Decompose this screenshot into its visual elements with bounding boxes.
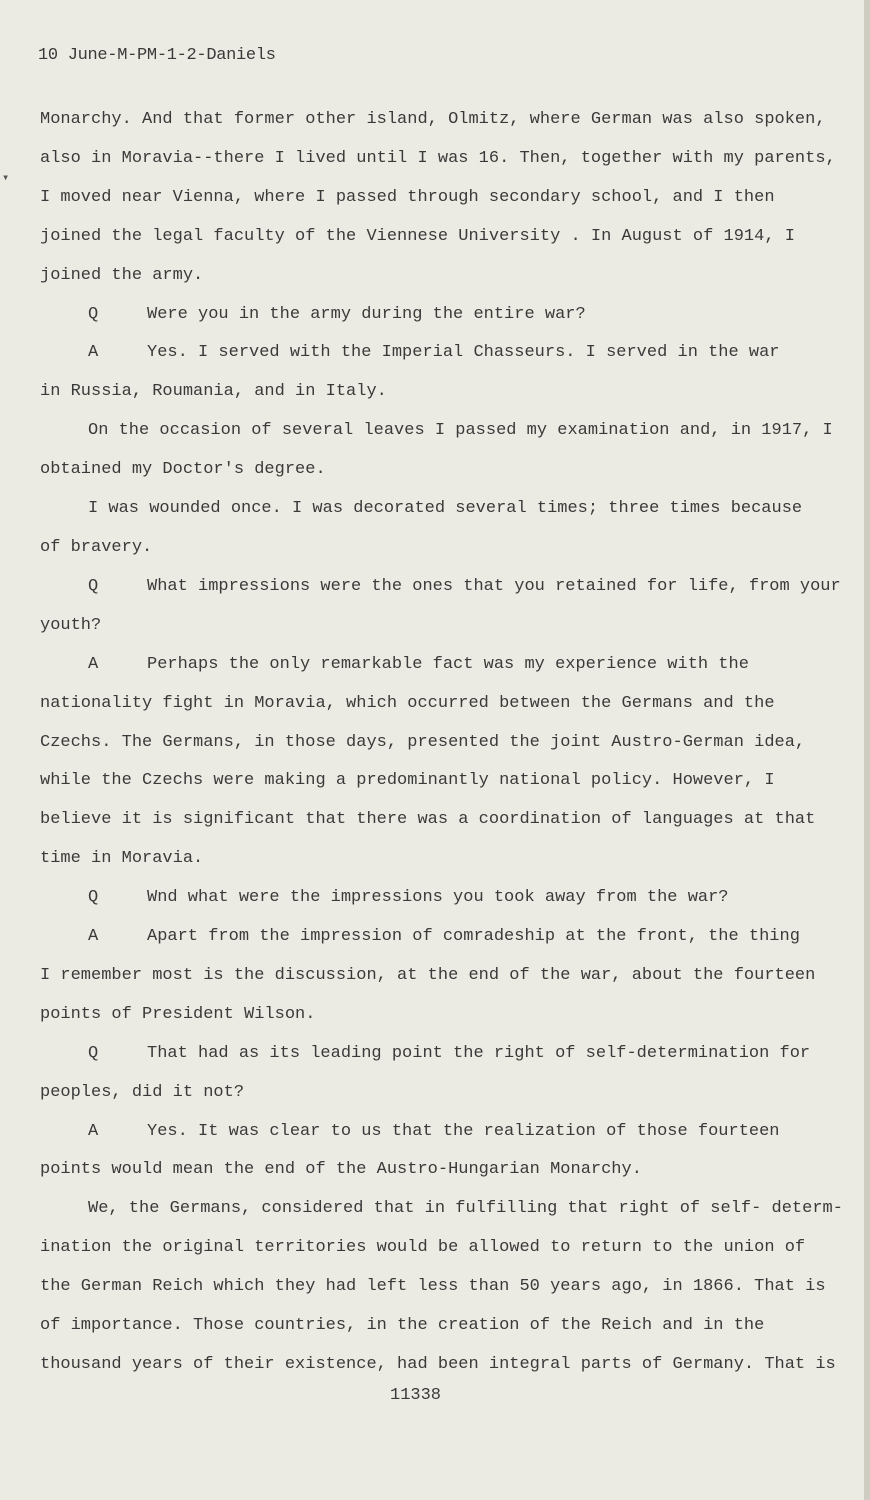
transcript-body [40,101,843,1385]
line-text: thousand years of their existence, had been integral parts of Germany. That is [40,1355,836,1374]
text-line [40,957,816,996]
line-text: time in Moravia. [40,849,204,869]
text-line [40,762,810,801]
text-line [40,801,816,840]
text-line [40,685,810,724]
paper-edge [864,0,870,1500]
line-text: youth? [40,615,102,635]
answer-marker: A [88,1121,99,1141]
text-line [40,140,836,179]
line-text: On the occasion of several leaves I passed my examination and, in 1917, I [88,421,833,441]
answer-marker: A [88,654,99,674]
line-text: points would mean the end of the Austro-Hungarian Monarchy. [40,1160,642,1180]
text-line [40,607,810,646]
question-marker: Q [88,1043,99,1063]
text-line [40,646,810,685]
line-text: in Russia, Roumania, and in Italy. [40,382,387,402]
text-line [40,296,810,335]
question-marker: Q [88,304,99,324]
line-text: Were you in the army during the entire war? [147,304,586,324]
text-line [40,179,810,218]
text-line [40,218,810,257]
text-line [40,1346,836,1385]
text-line [40,1190,843,1229]
line-text: ination the original territories would be allowed to return to the union of [40,1238,806,1258]
text-line [40,1229,810,1268]
text-line [40,840,810,879]
text-line [40,918,810,957]
line-text: Czechs. The Germans, in those days, presented the joint Austro-German idea, [40,732,806,752]
line-text: Yes. It was clear to us that the realization of those fourteen [147,1121,780,1141]
text-line [40,412,833,451]
line-text: of importance. Those countries, in the creation of the Reich and in the [40,1316,765,1336]
text-line [40,334,810,373]
line-text: of bravery. [40,537,153,557]
text-line [40,490,810,529]
text-line [40,1268,826,1307]
line-text: peoples, did it not? [40,1082,245,1102]
line-text: the German Reich which they had left less than 50 years ago, in 1866. That is [40,1277,826,1297]
text-line [40,529,810,568]
text-line [40,451,810,490]
line-text: Monarchy. And that former other island, Olmitz, where German was also spoken, [40,110,826,129]
line-text: I moved near Vienna, where I passed through secondary school, and I then [40,187,775,207]
page-number: 11338 [390,1386,442,1405]
line-text: We, the Germans, considered that in fulfilling that right of self- determ- [88,1199,843,1219]
line-text: nationality fight in Moravia, which occurred between the Germans and the [40,693,775,713]
line-text: What impressions were the ones that you retained for life, from your [147,576,841,596]
line-text: while the Czechs were making a predominantly national policy. However, I [40,771,775,791]
line-text: points of President Wilson. [40,1004,316,1024]
text-line [40,1307,810,1346]
answer-marker: A [88,343,99,363]
line-text: Yes. I served with the Imperial Chasseurs. I served in the war [147,343,780,363]
line-text: believe it is significant that there was a coordination of languages at that [40,810,816,830]
text-line [40,879,810,918]
line-text: obtained my Doctor's degree. [40,460,326,480]
text-line [40,1035,810,1074]
line-text: I was wounded once. I was decorated several times; three times because [88,499,803,519]
line-text: also in Moravia--there I lived until I was 16. Then, together with my parents, [40,148,836,168]
text-line [40,1151,810,1190]
line-text: Apart from the impression of comradeship at the front, the thing [147,927,800,947]
line-text: Wnd what were the impressions you took away from the war? [147,888,729,908]
text-line [40,101,826,140]
margin-mark: ▾ [2,171,10,185]
text-line [40,1074,810,1113]
line-text: Perhaps the only remarkable fact was my experience with the [147,654,749,674]
text-line [40,373,810,412]
line-text: joined the legal faculty of the Viennese University . In August of 1914, I [40,226,795,246]
text-line [40,1113,810,1152]
question-marker: Q [88,888,99,908]
text-line [40,257,810,296]
line-text: joined the army. [40,265,204,285]
text-line [40,996,810,1035]
line-text: That had as its leading point the right of self-determination for [147,1043,811,1063]
line-text: I remember most is the discussion, at the end of the war, about the fourteen [40,965,816,985]
text-line [40,724,810,763]
question-marker: Q [88,576,99,596]
text-line [40,568,841,607]
page-header: 10 June-M-PM-1-2-Daniels [38,46,276,65]
answer-marker: A [88,927,99,947]
